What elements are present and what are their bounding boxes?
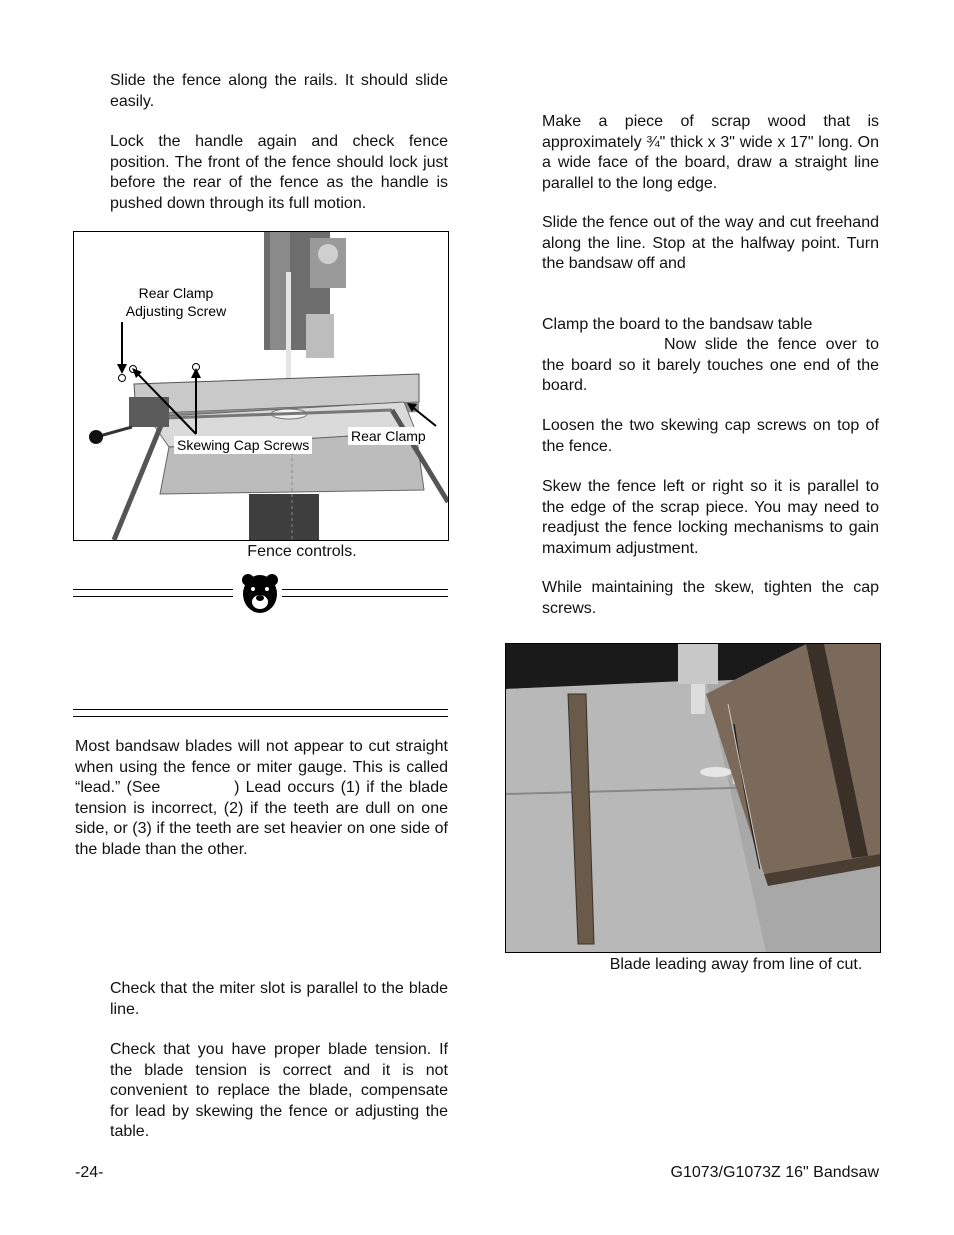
step-clamp-board-line1: Clamp the board to the bandsaw table [542, 316, 813, 333]
step-cut-freehand: Slide the fence out of the way and cut freehand along the line. Stop at the halfway point. Turn the bandsaw off and [542, 214, 879, 272]
note-rule-left-top [73, 589, 233, 590]
fence-controls-caption: Fence controls. [247, 543, 357, 560]
lead-paragraph: Most bandsaw blades will not appear to cut straight when using the fence or miter gauge. This is called “lead.” (See ) Lead occurs (1) if the blade tension is incorrect, (2) if the teeth are dull on one side, or (3) if the teeth are set heavier on one side of the blade than the other. [75, 738, 453, 858]
fence-controls-illustration [74, 232, 448, 540]
step-slide-fence: Slide the fence along the rails. It should slide easily. [110, 72, 448, 110]
step-make-scrap-wood: Make a piece of scrap wood that is approximately ¾" thick x 3" wide x 17" long. On a wide face of the board, draw a straight line parallel to the long edge. [542, 113, 879, 192]
blade-lead-illustration [506, 644, 880, 952]
blade-lead-caption: Blade leading away from line of cut. [609, 956, 863, 973]
step-check-miter-slot: Check that the miter slot is parallel to the blade line. [110, 980, 448, 1018]
step-tighten-cap-screws: While maintaining the skew, tighten the cap screws. [542, 579, 879, 617]
section-heading-rule [73, 709, 448, 710]
step-clamp-board: Now slide the fence over to the board so it barely touches one end of the board. [542, 336, 879, 394]
step-check-blade-tension: Check that you have proper blade tension. If the blade tension is correct and it is not convenient to replace the blade, compensate for lead by skewing the fence or adjusting the table. [110, 1041, 448, 1140]
label-rear-clamp-adjusting-screw: Rear Clamp Adjusting Screw [125, 285, 227, 319]
step-lock-handle: Lock the handle again and check fence position. The front of the fence should lock just before the rear of the fence as the handle is pushed down through its full motion. [110, 133, 448, 212]
step-skew-fence: Skew the fence left or right so it is parallel to the edge of the scrap piece. You may need to readjust the fence locking mechanisms to gain maximum adjustment. [542, 478, 879, 557]
fence-controls-figure [73, 231, 449, 541]
label-skewing-cap-screws: Skewing Cap Screws [174, 436, 312, 454]
footer-model-name: G1073/G1073Z 16" Bandsaw [670, 1164, 879, 1181]
step-loosen-cap-screws: Loosen the two skewing cap screws on top of the fence. [542, 417, 879, 455]
page-number: -24- [75, 1164, 104, 1181]
note-rule-left-bottom [73, 596, 233, 597]
note-rule-right-bottom [282, 596, 448, 597]
label-rear-clamp: Rear Clamp [348, 427, 429, 445]
bear-logo-icon [240, 572, 280, 616]
note-rule-right-top [282, 589, 448, 590]
section-heading-rule-2 [73, 716, 448, 717]
blade-lead-photo [505, 643, 881, 953]
